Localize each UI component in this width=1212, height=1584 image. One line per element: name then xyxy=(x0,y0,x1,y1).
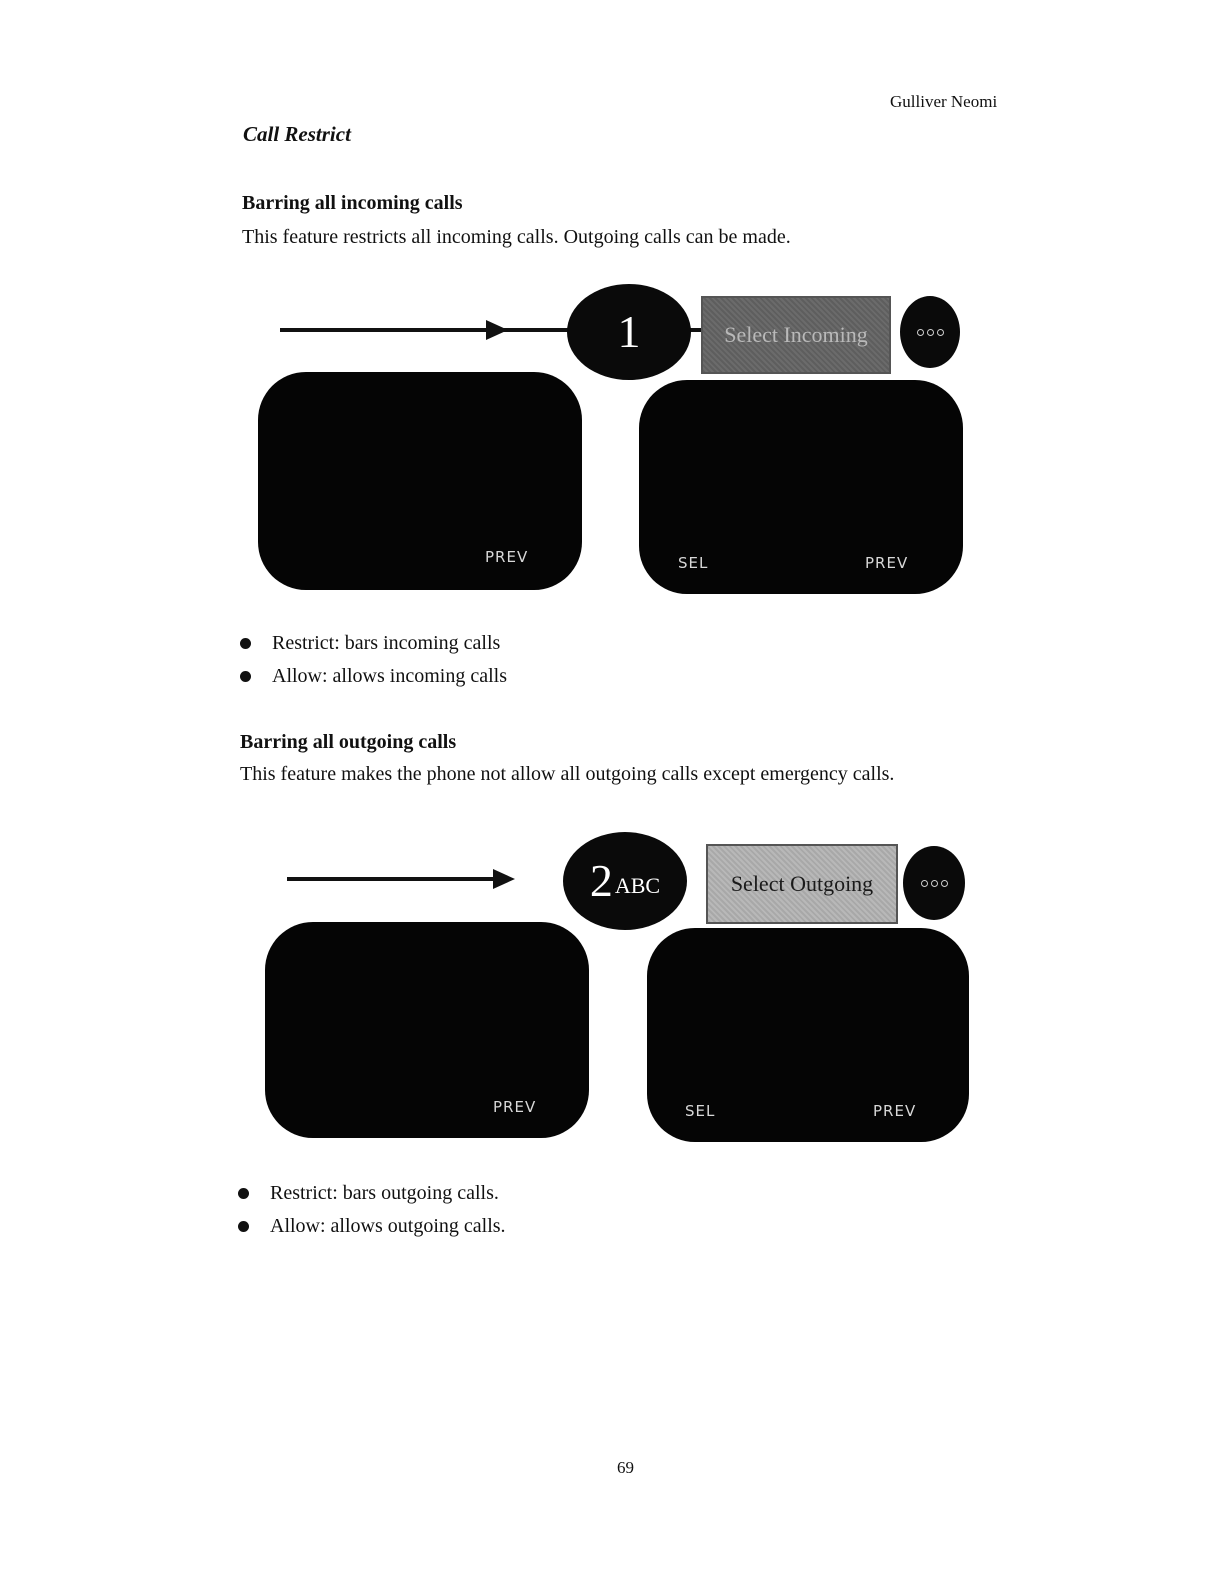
softkey-prev: PREV xyxy=(493,1098,537,1116)
list-item: Allow: allows incoming calls xyxy=(240,663,507,696)
outgoing-heading: Barring all outgoing calls xyxy=(240,731,457,753)
softkey-prev: PREV xyxy=(873,1102,917,1120)
list-item: Restrict: bars outgoing calls. xyxy=(238,1180,506,1213)
incoming-description: This feature restricts all incoming calls. Outgoing calls can be made. xyxy=(242,226,791,248)
navigation-button-icon xyxy=(903,846,965,920)
outgoing-options-list xyxy=(238,1180,506,1246)
outgoing-description: This feature makes the phone not allow all outgoing calls except emergency calls. xyxy=(240,763,895,785)
phone-screen-after xyxy=(639,380,963,594)
phone-screen-before xyxy=(258,372,582,590)
dot-icon xyxy=(937,329,944,336)
list-item: Restrict: bars incoming calls xyxy=(240,630,507,663)
key-digit: 2 xyxy=(589,855,613,906)
header-author-name: Gulliver Neomi xyxy=(890,92,998,111)
key-letters: ABC xyxy=(614,873,661,898)
dot-icon xyxy=(921,880,928,887)
keypad-key-2 xyxy=(563,832,687,930)
softkey-prev: PREV xyxy=(865,554,909,572)
arrow-shaft xyxy=(287,877,495,881)
navigation-button-icon xyxy=(900,296,960,368)
softkey-prev: PREV xyxy=(485,548,529,566)
menu-label: Select Incoming xyxy=(724,322,868,347)
key-digit: 1 xyxy=(617,306,641,357)
menu-strip-outgoing xyxy=(706,844,898,924)
incoming-heading: Barring all incoming calls xyxy=(242,192,463,214)
dot-icon xyxy=(917,329,924,336)
phone-screen-before xyxy=(265,922,589,1138)
section-title: Call Restrict xyxy=(243,122,351,146)
softkey-sel: SEL xyxy=(685,1102,716,1120)
keypad-key-1 xyxy=(567,284,691,380)
page-number: 69 xyxy=(617,1458,634,1477)
incoming-options-list xyxy=(240,630,507,696)
softkey-sel: SEL xyxy=(678,554,709,572)
list-item: Allow: allows outgoing calls. xyxy=(238,1213,506,1246)
arrow-right-icon xyxy=(493,869,515,889)
menu-strip-incoming xyxy=(701,296,891,374)
menu-label: Select Outgoing xyxy=(730,871,874,896)
dot-icon xyxy=(927,329,934,336)
dot-icon xyxy=(941,880,948,887)
phone-screen-after xyxy=(647,928,969,1142)
arrow-right-icon xyxy=(486,320,508,340)
dot-icon xyxy=(931,880,938,887)
arrow-shaft xyxy=(280,328,488,332)
